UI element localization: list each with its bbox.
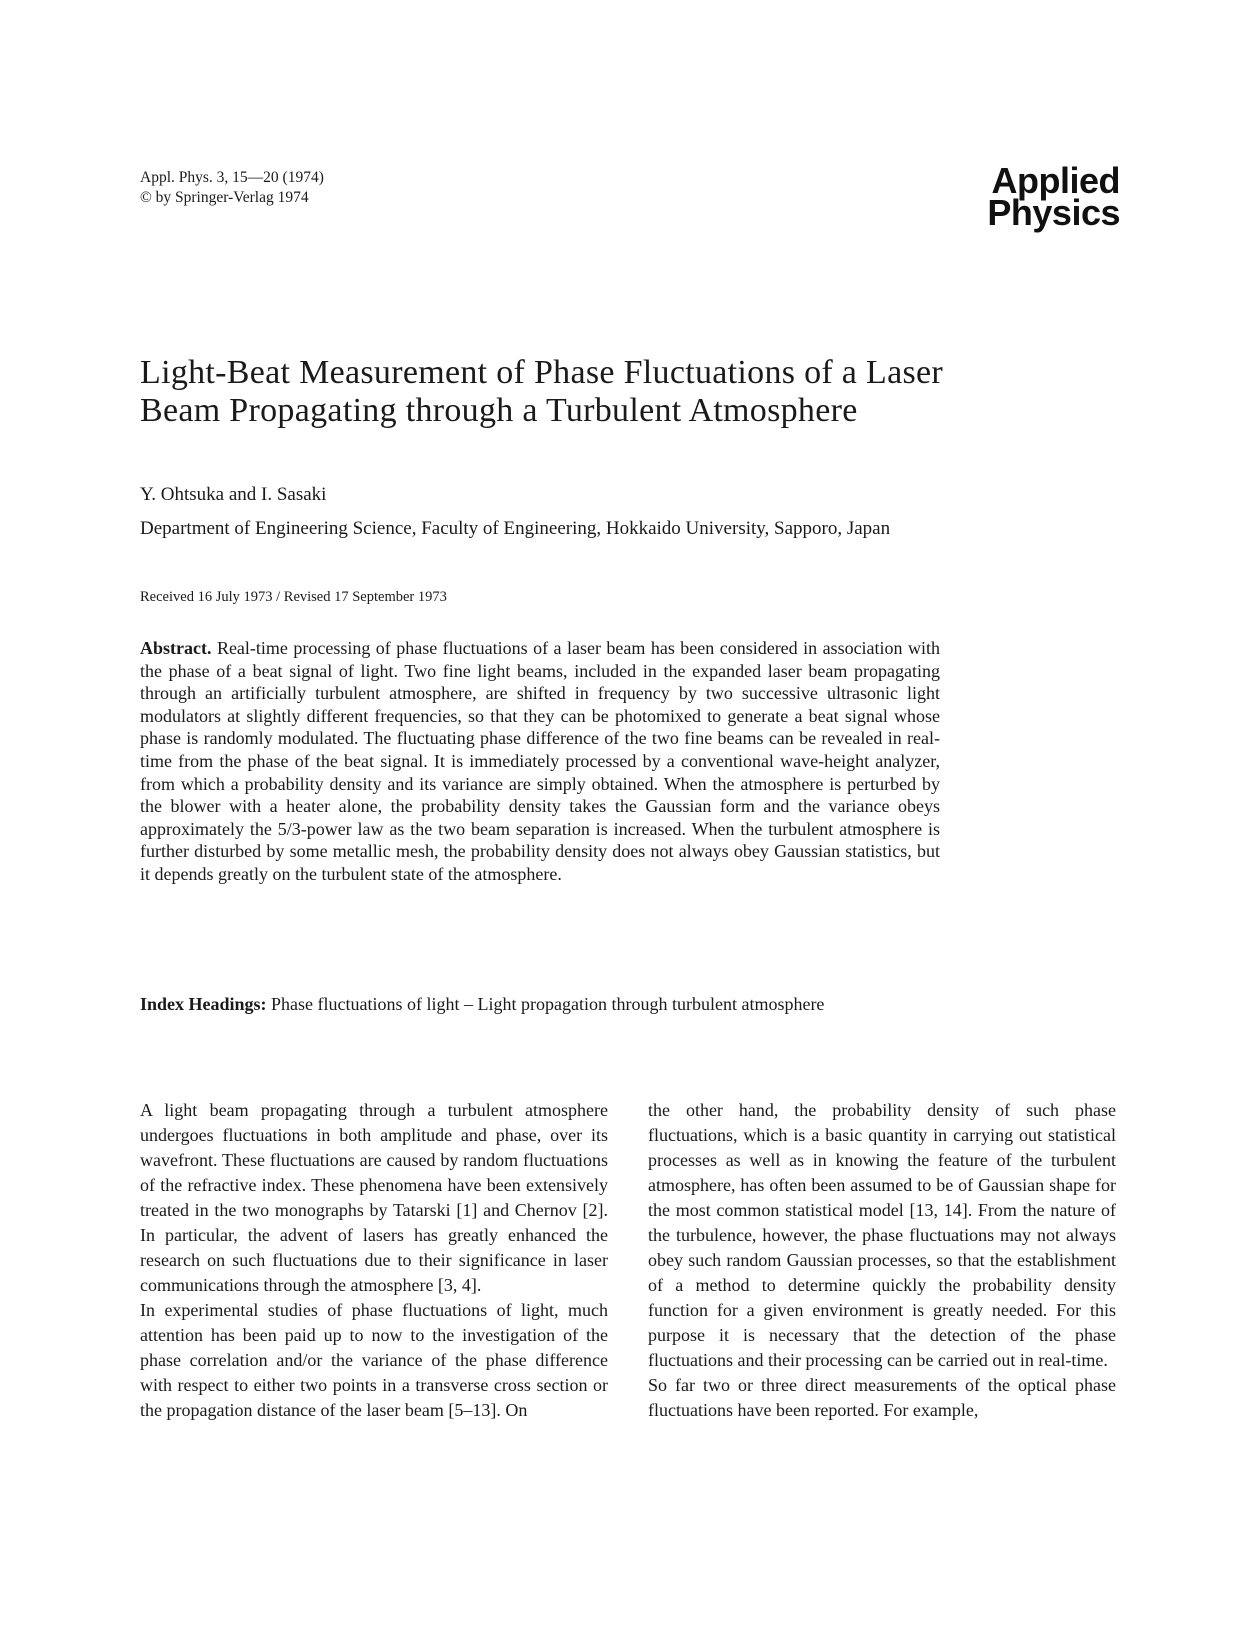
abstract <box>140 637 940 886</box>
body-paragraph: In experimental studies of phase fluctuations of light, much attention has been paid up to now to the investigation of the phase correlation and/or the variance of the phase difference with respect to either two points in a transverse cross section or the propagation distance of the laser beam [5–13]. On <box>140 1300 608 1420</box>
article-authors: Y. Ohtsuka and I. Sasaki <box>140 484 327 505</box>
body-paragraph: A light beam propagating through a turbulent atmosphere undergoes fluctuations in both amplitude and phase, over its wavefront. These fluctuations are caused by random fluctuations of the refractive index. These phenomena have been extensively treated in the two monographs by Tatarski [1] and Chernov [2]. In particular, the advent of lasers has greatly enhanced the research on such fluctuations due to their significance in laser communications through the atmosphere [3, 4]. <box>140 1100 608 1295</box>
journal-logo-line1: Applied <box>991 160 1120 201</box>
abstract-text: Real-time processing of phase fluctuations of a laser beam has been considered in association with the phase of a beat signal of light. Two fine light beams, included in the expanded laser beam propagating through an artificially turbulent atmosphere, are shifted in frequency by two successive ultrasonic light modulators at slightly different frequencies, so that they can be photomixed to generate a beat signal whose phase is randomly modulated. The fluctuating phase difference of the two fine beams can be revealed in real-time from the phase of the beat signal. It is immediately processed by a conventional wave-height analyzer, from which a probability density and its variance are simply obtained. When the atmosphere is perturbed by the blower with a heater alone, the probability density takes the Gaussian form and the variance obeys approximately the 5/3-power law as the two beam separation is increased. When the turbulent atmosphere is further disturbed by some metallic mesh, the probability density does not always obey Gaussian statistics, but it depends greatly on the turbulent state of the atmosphere. <box>140 638 941 884</box>
body-paragraph: So far two or three direct measurements of the optical phase fluctuations have been reported. For example, <box>648 1375 1116 1420</box>
journal-logo <box>935 160 1120 233</box>
index-headings-label: Index Headings: <box>140 994 267 1014</box>
journal-citation <box>140 168 324 208</box>
citation-volume: Appl. Phys. 3, 15—20 (1974) <box>140 169 324 186</box>
body-column-right <box>648 1098 1116 1423</box>
abstract-label: Abstract. <box>140 638 212 658</box>
index-headings <box>140 993 940 1016</box>
body-paragraph: the other hand, the probability density of such phase fluctuations, which is a basic quantity in carrying out statistical processes as well as in knowing the feature of the turbulent atmosphere, has often been assumed to be of Gaussian shape for the most common statistical model [13, 14]. From the nature of the turbulence, however, the phase fluctuations may not always obey such random Gaussian processes, so that the establishment of a method to determine quickly the probability density function for a given environment is greatly needed. For this purpose it is necessary that the detection of the phase fluctuations and their processing can be carried out in real-time. <box>648 1100 1116 1370</box>
journal-logo-line2: Physics <box>987 192 1120 233</box>
received-dates: Received 16 July 1973 / Revised 17 September 1973 <box>140 589 447 605</box>
article-title: Light-Beat Measurement of Phase Fluctuations of a Laser Beam Propagating through a Turbulent Atmosphere <box>140 354 943 429</box>
author-affiliation: Department of Engineering Science, Faculty of Engineering, Hokkaido University, Sapporo, Japan <box>140 518 891 539</box>
citation-copyright: © by Springer-Verlag 1974 <box>140 189 309 206</box>
index-headings-text: Phase fluctuations of light – Light propagation through turbulent atmosphere <box>271 994 825 1014</box>
body-column-left <box>140 1098 608 1423</box>
